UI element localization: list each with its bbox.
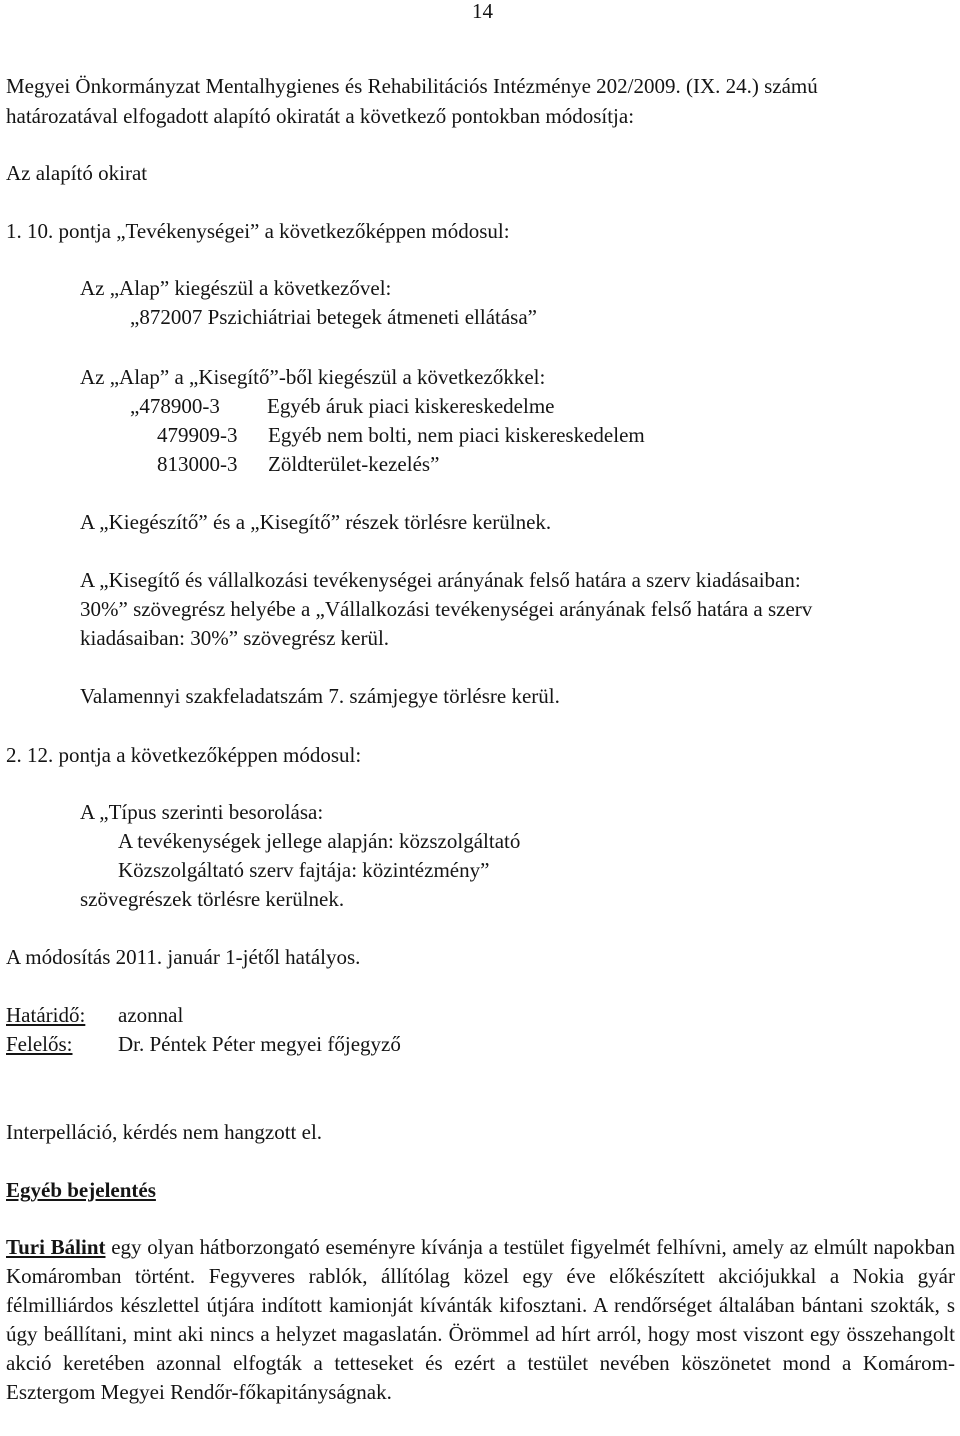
deadline-value: azonnal <box>118 1003 184 1027</box>
type-line-2: Közszolgáltató szerv fajtája: közintézmény” <box>118 858 490 882</box>
type-line-1: A tevékenységek jellege alapján: közszolgáltató <box>118 829 521 853</box>
type-intro: A „Típus szerinti besorolása: <box>80 800 324 824</box>
effective-date: A módosítás 2011. január 1-jétől hatályos. <box>6 945 361 969</box>
type-delete: szövegrészek törlésre kerülnek. <box>80 887 345 911</box>
responsible-row <box>6 1031 401 1057</box>
entry-code: 813000-3 <box>157 452 238 476</box>
responsible-value: Dr. Péntek Péter megyei főjegyző <box>118 1032 401 1056</box>
entry-text: Egyéb nem bolti, nem piaci kiskereskedelem <box>268 423 645 447</box>
kisegito-intro: Az „Alap” a „Kisegítő”-ből kiegészül a következőkkel: <box>80 365 546 389</box>
page-number: 14 <box>472 0 493 23</box>
announcement-paragraph <box>6 1233 955 1407</box>
responsible-label: Felelős: <box>6 1032 73 1056</box>
intro-line-2: határozatával elfogadott alapító okiratát a következő pontokban módosítja: <box>6 104 635 128</box>
kisegito-entry <box>130 393 554 419</box>
item2-heading: 2. 12. pontja a következőképpen módosul: <box>6 743 362 767</box>
announcement-text: egy olyan hátborzongató eseményre kívánja a testület figyelmét felhívni, amely az elmúlt napokban Komáromban történt. Fegyveres rablók, állítólag közel egy éve előkészített akciójukkal a Nokia gyár félmilliárdos készlettel útjára indított kamionját kívánták kifosztani. A rendőrséget általában bántani szokták, s úgy beállítani, mint aki nincs a helyzet magaslatán. Örömmel ad hírt arról, hogy most viszont egy összehangolt akció keretében azonnal elfogták a tetteseket és ezért a testület nevében köszönetet mond a Komárom-Esztergom Megyei Rendőr-főkapitányságnak. <box>6 1235 955 1404</box>
entry-code: „478900-3 <box>130 394 220 418</box>
entry-text: Zöldterület-kezelés” <box>268 452 440 476</box>
digit-note: Valamennyi szakfeladatszám 7. számjegye törlésre kerül. <box>80 684 560 708</box>
interpellation-note: Interpelláció, kérdés nem hangzott el. <box>6 1120 323 1144</box>
speaker-name: Turi Bálint <box>6 1235 106 1259</box>
ratio-line-3: kiadásaiban: 30%” szövegrész kerül. <box>80 626 390 650</box>
ratio-line-1: A „Kisegítő és vállalkozási tevékenységei arányának felső határa a szerv kiadásaiban: <box>80 568 801 592</box>
ratio-line-2: 30%” szövegrész helyébe a „Vállalkozási tevékenységei arányának felső határa a szerv <box>80 597 813 621</box>
kisegito-entry <box>157 422 645 448</box>
item1-heading: 1. 10. pontja „Tevékenységei” a következőképpen módosul: <box>6 219 510 243</box>
doc-title: Az alapító okirat <box>6 161 148 185</box>
deadline-row <box>6 1002 183 1028</box>
announcements-heading: Egyéb bejelentés <box>6 1178 156 1202</box>
delete-note: A „Kiegészítő” és a „Kisegítő” részek törlésre kerülnek. <box>80 510 552 534</box>
entry-text: Egyéb áruk piaci kiskereskedelme <box>267 394 555 418</box>
alap-entry: „872007 Pszichiátriai betegek átmeneti ellátása” <box>130 305 537 329</box>
entry-code: 479909-3 <box>157 423 238 447</box>
deadline-label: Határidő: <box>6 1003 86 1027</box>
intro-line-1: Megyei Önkormányzat Mentalhygienes és Rehabilitációs Intézménye 202/2009. (IX. 24.) számú <box>6 74 818 98</box>
alap-intro: Az „Alap” kiegészül a következővel: <box>80 276 392 300</box>
kisegito-entry <box>157 451 439 477</box>
